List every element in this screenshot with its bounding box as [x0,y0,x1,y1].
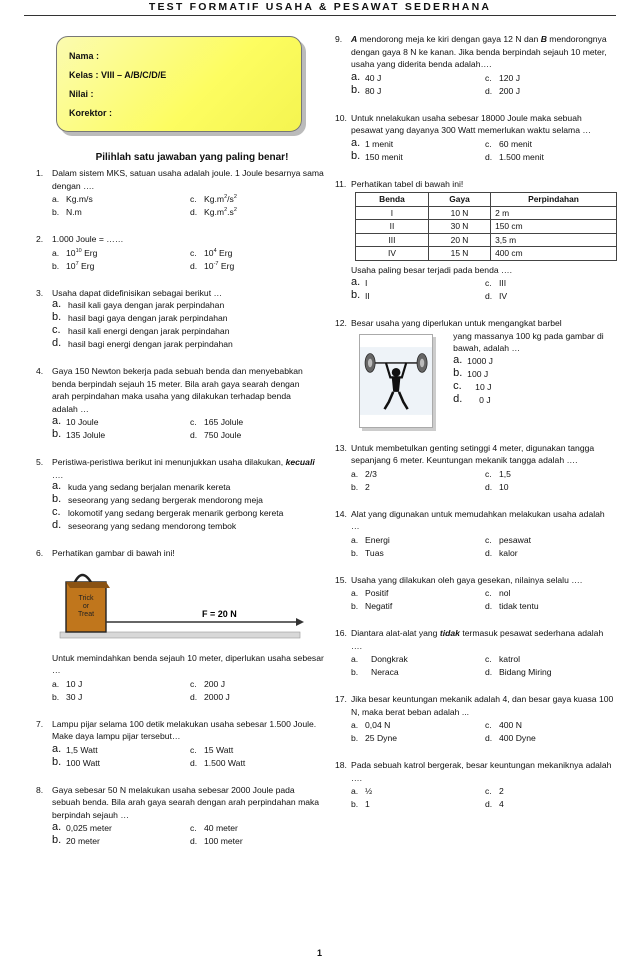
question-text: Diantara alat-alat yang tidak termasuk pesawat sederhana adalah …. [351,628,604,651]
option-d[interactable]: d. 10 [485,481,509,492]
option-b[interactable]: b. 2 [351,481,370,492]
option-c[interactable]: c. 1,5 [485,468,511,479]
option-c[interactable]: c. 400 N [485,720,522,730]
option-a[interactable]: a. 1,5 Watt [52,742,98,755]
option-b[interactable]: b. $10^7$ Erg [52,260,95,271]
option-a[interactable]: a. Positif [351,588,389,598]
page-number: 1 [316,948,322,958]
question-text: Peristiwa-peristiwa berikut ini menunjukkan usaha dilakukan, kecuali …. [52,457,315,480]
option-a[interactable]: a. 1 menit [351,136,394,149]
option-d[interactable]: d. 400 Dyne [485,733,536,743]
option-c[interactable]: c. 60 menit [485,138,532,149]
question-9: 9. A mendorong meja ke kiri dengan gaya 12 N dan B mendorongnya dengan gaya 8 N ke kanan. Jika benda berpindah sejauh 10 meter, usaha yang diderita benda adalah…. a. 40 J c. 120 J b. 80 J d. 200 J [335,33,615,98]
option-d[interactable]: d. kalor [485,547,518,558]
option-a[interactable]: a. 0,04 N [351,720,391,730]
option-b[interactable]: b. 20 meter [52,834,100,846]
option-b[interactable]: b. 25 Dyne [351,733,398,743]
question-text: Gaya 150 Newton bekerja pada sebuah benda dan menyebabkan benda berpindah sejauh 15 meter. Bila arah gaya searah dengan arah perpindahan maka usaha yang dilakukan terhadap benda adalah … [52,366,303,414]
option-a[interactable]: a. 2/3 [351,468,377,479]
nama-field: Nama : [69,51,100,61]
question-7: 7. Lampu pijar selama 100 detik melakukan usaha sebesar 1.500 Joule. Make daya lampu pijar tersebut… a. 1,5 Watt c. 15 Watt b. 100 Watt d. 1.500 Watt [36,718,324,770]
question-text: Untuk membetulkan genting setinggi 4 meter, digunakan tangga sepanjang 6 meter. Keuntungan mekanik tangga adalah …. [351,442,595,465]
question-text: Usaha yang dilakukan oleh gaya gesekan, nilainya selalu …. [351,574,583,585]
question-10: 10. Untuk nnelakukan usaha sebesar 18000 Joule maka sebuah pesawat yang dayanya 300 Watt memerlukan waktu selama … a. 1 menit c. 60 menit b. 150 menit d. 1.500 menit [335,112,615,164]
question-11: 11. Perhatikan tabel di bawah ini! Benda Gaya Perpindahan I 10 N 2 m II 30 N 150 cm III 20 N 3,5 m IV 15 N 400 cm Usaha paling besar terjadi pada benda …. a. I c. III b. II d. IV [335,178,615,304]
option-d[interactable]: d. 1.500 menit [485,151,544,162]
option-c[interactable]: c. katrol [485,654,521,664]
option-b[interactable]: b. Neraca [351,667,399,677]
bag-label-or: or [82,602,90,610]
option-a[interactable]: a. Kg.m/s [52,194,93,204]
option-c[interactable]: c. $Kg.m^2/s^2$ [190,194,237,204]
left-column [36,28,324,852]
question-text: Usaha dapat didefinisikan sebagai berikut … [52,287,223,298]
option-a[interactable]: a. 40 J [351,70,382,83]
barbell-figure [359,334,433,428]
question-text: Jika besar keuntungan mekanik adalah 4, dan besar gaya kuasa 100 N, maka berat beban adalah ... [351,694,614,717]
question-15: 15. Usaha yang dilakukan oleh gaya gesekan, nilainya selalu …. a. Positif c. nol b. Negatif d. tidak tentu [335,574,615,614]
option-c[interactable]: c. $10^4$ Erg [190,247,233,258]
test-title: TEST FORMATIF USAHA & PESAWAT SEDERHANA [148,1,492,13]
option-a[interactable]: a. kuda yang sedang berjalan menarik kereta [52,480,231,492]
option-a[interactable]: a. I [351,276,368,288]
page-header [24,0,616,16]
question-text: Lampu pijar selama 100 detik melakukan usaha sebesar 1.500 Joule. Make daya lampu pijar tersebut… [52,718,317,741]
question-text: Alat yang digunakan untuk memudahkan melakukan usaha adalah … [351,508,605,531]
option-c[interactable]: c. lokomotif yang sedang bergerak menarik gerbong kereta [52,506,284,518]
option-d[interactable]: d. $10^{-7}$ Erg [190,260,235,271]
question-2: 2. 1.000 Joule = …… a. $10^{10}$ Erg c. $10^4$ Erg b. $10^7$ Erg d. $10^{-7}$ Erg [36,233,324,273]
question-14: 14. Alat yang digunakan untuk memudahkan melakukan usaha adalah … a. Energi c. pesawat b. Tuas d. kalor [335,508,615,560]
option-c[interactable]: c. nol [485,588,511,598]
question-text: Pada sebuah katrol bergerak, besar keuntungan mekaniknya adalah …. [351,760,612,783]
option-d[interactable]: d. tidak tentu [485,601,539,611]
option-b[interactable]: b. 80 J [351,83,382,96]
question-text: Perhatikan gambar di bawah ini! [52,548,175,558]
question-text-2: yang massanya 100 kg pada gambar di bawah, adalah … [453,330,604,353]
option-a[interactable]: a. 10 J [52,678,83,689]
option-c[interactable]: c. 15 Watt [190,744,234,755]
floor-bar [60,632,300,638]
option-a[interactable]: a. $10^{10}$ Erg [52,247,98,258]
force-label: F = 20 N [202,608,237,619]
identity-box [56,36,306,136]
option-d[interactable]: d. hasil bagi energi dengan jarak perpindahan [52,337,233,349]
bag-label-trick: Trick [78,594,94,602]
table-header: Perpindahan [491,193,617,207]
option-b[interactable]: b. 150 menit [351,149,403,162]
option-d[interactable]: d. $Kg.m^2.s^2$ [190,207,237,217]
question-text: Besar usaha yang diperlukan untuk mengangkat barbel [351,318,562,328]
bag-pull-figure [52,562,314,648]
left-plate-hub [368,358,372,367]
option-d[interactable]: d. IV [485,291,508,301]
option-a[interactable]: a. Energi [351,534,390,545]
option-d[interactable]: d. 750 Joule [190,430,242,440]
tidak-emphasis: tidak [439,628,460,638]
option-b[interactable]: b. 30 J [52,691,83,702]
option-a[interactable]: a. 1000 J [453,353,493,366]
option-a[interactable]: a. 0,025 meter [52,821,112,833]
option-d[interactable]: d. seseorang yang sedang mendorong tembok [52,519,237,531]
option-c[interactable]: c. III [485,278,507,288]
question-text: Untuk nnelakukan usaha sebesar 18000 Joule maka sebuah pesawat yang dayanya 300 Watt memerlukan waktu selama … [351,112,591,135]
right-column [335,33,615,815]
table-row: IV 15 N 400 cm [356,247,617,261]
option-b[interactable]: b. hasil bagi gaya dengan jarak perpindahan [52,311,228,323]
question-text: Perhatikan tabel di bawah ini! [351,178,464,189]
option-d[interactable]: d. 0 J [453,392,491,405]
question-text-2: Untuk memindahkan benda sejauh 10 meter, diperlukan usaha sebesar … [52,652,324,675]
option-b[interactable]: b. Tuas [351,547,384,558]
question-text: 1.000 Joule = …… [52,234,124,244]
option-b[interactable]: b. 1 [351,799,370,809]
question-1: 1. Dalam sistem MKS, satuan usaha adalah joule. 1 Joule besarnya sama dengan …. a. Kg.m/s c. $Kg.m^2/s^2$ b. N.m d. $Kg.m^2.s^2$ [36,168,324,217]
question-12: 12. Besar usaha yang diperlukan untuk mengangkat barbel yang massanya 100 kg pada gambar di bawah, adalah … a. 1000 J b. 100 J c. 10 J d. 0 J [335,317,615,428]
option-c[interactable]: c. 40 meter [190,823,238,833]
lifter-torso [392,377,401,391]
bag-label-treat: Treat [77,610,95,618]
kelas-field: Kelas : VIII – A/B/C/D/E [69,70,167,80]
question-3: 3. Usaha dapat didefinisikan sebagai berikut … a. hasil kali gaya dengan jarak perpindahan b. hasil bagi gaya dengan jarak perpindahan c. hasil kali energi dengan jarak perpindahan d. hasil bagi energi dengan jarak perpindahan [36,287,324,352]
option-d[interactable]: d. 2000 J [190,691,230,702]
option-b[interactable]: b. Negatif [351,601,393,611]
option-b[interactable]: b. II [351,289,370,301]
question-16: 16. Diantara alat-alat yang tidak termasuk pesawat sederhana adalah …. a. Dongkrak c. katrol b. Neraca d. Bidang Miring [335,627,615,679]
option-c[interactable]: c. pesawat [485,534,532,545]
question-text: Gaya sebesar 50 N melakukan usaha sebesar 2000 Joule pada sebuah benda. Bila arah gaya searah dengan arah perpindahan maka berpindah sejauh … [52,784,320,820]
option-d[interactable]: d. Bidang Miring [485,667,552,677]
question-13: 13. Untuk membetulkan genting setinggi 4 meter, digunakan tangga sepanjang 6 meter. Keuntungan mekanik tangga adalah …. a. 2/3 c. 1,5 b. 2 d. 10 [335,442,615,494]
right-plate-hub [420,358,424,367]
option-b[interactable]: b. 135 Jolule [52,428,106,440]
option-b[interactable]: b. 100 Watt [52,755,101,768]
table-header: Benda [356,193,429,207]
option-a[interactable]: a. 10 Joule [52,415,99,427]
nilai-field: Nilai : [69,89,94,99]
option-c[interactable]: c. 200 J [190,678,226,689]
option-c[interactable]: c. 165 Jolule [190,417,244,427]
option-a[interactable]: a. hasil kali gaya dengan jarak perpindahan [52,298,225,310]
option-d[interactable]: d. 4 [485,799,504,809]
option-c[interactable]: c. 10 J [453,379,492,392]
question-text: Dalam sistem MKS, satuan usaha adalah joule. 1 Joule besarnya sama dengan …. [52,168,324,191]
option-a[interactable]: a. ½ [351,786,373,796]
korektor-field: Korektor : [69,108,113,118]
arrow-head-icon [296,618,304,626]
option-c[interactable]: c. 120 J [485,72,521,83]
question-text-2: Usaha paling besar terjadi pada benda …. [351,264,513,275]
bag-top-shadow [66,582,110,588]
question-text: A mendorong meja ke kiri dengan gaya 12 N dan B mendorongnya dengan gaya 8 N ke kanan. Jika benda berpindah sejauh 10 meter, usaha yang diderita benda adalah…. [351,34,607,69]
option-d[interactable]: d. 100 meter [190,836,243,846]
lifter-head [392,368,401,377]
option-c[interactable]: c. hasil kali energi dengan jarak perpindahan [52,324,230,336]
kecuali-emphasis: kecuali [285,457,315,467]
option-b[interactable]: b. N.m [52,207,82,217]
data-table [355,192,617,261]
question-6: 6. Perhatikan gambar di bawah ini! Trick or Treat F = 20 N Untuk memindahkan benda sejauh 10 meter, diperlukan usaha sebesar … a. 10 J c. 200 J b. 30 J d. 2000 J [36,548,324,702]
question-8: 8. Gaya sebesar 50 N melakukan usaha sebesar 2000 Joule pada sebuah benda. Bila arah gaya searah dengan arah perpindahan maka berpindah sejauh … a. 0,025 meter c. 40 meter b. 20 meter d. 100 meter [36,784,324,849]
question-18: 18. Pada sebuah katrol bergerak, besar keuntungan mekaniknya adalah …. a. ½ c. 2 b. 1 d. 4 [335,759,615,811]
option-c[interactable]: c. 2 [485,786,504,796]
table-header: Gaya [428,193,490,207]
option-b[interactable]: b. seseorang yang sedang bergerak mendorong meja [52,493,263,505]
table-row: II 30 N 150 cm [356,220,617,234]
option-d[interactable]: d. 1.500 Watt [190,757,246,768]
table-row: III 20 N 3,5 m [356,233,617,247]
instruction: Pilihlah satu jawaban yang paling benar! [95,152,289,163]
question-17: 17. Jika besar keuntungan mekanik adalah 4, dan besar gaya kuasa 100 N, maka berat beban adalah ... a. 0,04 N c. 400 N b. 25 Dyne d. 400 Dyne [335,694,614,743]
option-b[interactable]: b. 100 J [453,366,489,379]
table-row: I 10 N 2 m [356,206,617,220]
question-5: 5. Peristiwa-peristiwa berikut ini menunjukkan usaha dilakukan, kecuali …. a. kuda yang sedang berjalan menarik kereta b. seseorang yang sedang bergerak mendorong meja c. lokomotif yang sedang bergerak menarik gerbong kereta d. seseorang yang sedang mendorong tembok [36,456,324,533]
question-4: 4. Gaya 150 Newton bekerja pada sebuah benda dan menyebabkan benda berpindah sejauh 15 meter. Bila arah gaya searah dengan arah perpindahan maka usaha yang dilakukan terhadap benda adalah … a. 10 Joule c. 165 Jolule b. 135 Jolule d. 750 Joule [36,365,324,442]
option-d[interactable]: d. 200 J [485,85,521,96]
option-a[interactable]: a. Dongkrak [351,654,408,664]
